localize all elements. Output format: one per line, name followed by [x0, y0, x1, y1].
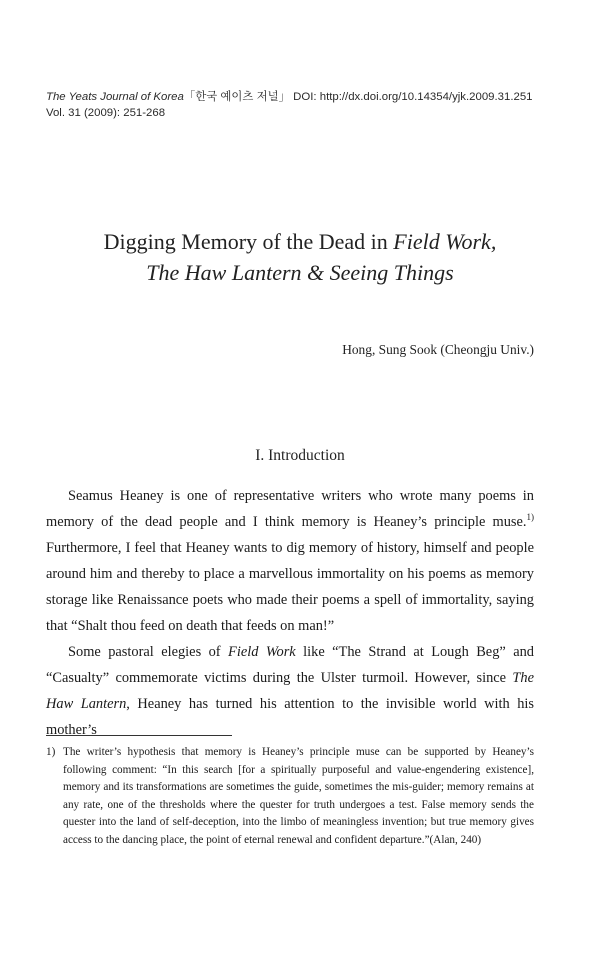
footnote-divider — [46, 735, 232, 736]
title-line-1 — [0, 226, 600, 257]
footnote-text: The writer’s hypothesis that memory is Heaney’s principle muse can be supported by Heaney’s following comment: “In this search [for a spiritually purposeful and value-engendering existence], memory and its transformations are sometimes the guide, sometimes the mis-guider; memory remains at any rate, one of the thresholds where the quester for truth undergoes a test. False memory sends the quester into the land of self-deception, into the limbo of meaningless invention; but true memory gives access to the dancing place, the point of eternal renewal and confident departure.”(Alan, 240) — [63, 746, 534, 846]
footnote — [46, 744, 534, 850]
paragraph-2-text-c: , Heaney has turned his attention to the invisible world with his mother’s — [46, 696, 534, 738]
footnote-reference[interactable]: 1) — [526, 512, 534, 523]
title-text: Digging Memory of the Dead in — [103, 229, 394, 254]
doi-link[interactable]: DOI: http://dx.doi.org/10.14354/yjk.2009.31.251 — [289, 91, 533, 103]
paragraph-1 — [46, 483, 534, 639]
citation-line — [46, 89, 566, 105]
journal-korean-name: 「한국 예이츠 저널」 — [183, 91, 290, 103]
paragraph-2-text-a: Some pastoral elegies of — [68, 644, 229, 660]
title-italic-work: Field Work, — [393, 229, 497, 254]
article-title — [0, 226, 600, 288]
journal-name: The Yeats Journal of Korea — [46, 91, 184, 103]
footnote-number: 1) — [46, 746, 56, 758]
body-text — [46, 483, 534, 743]
section-heading: I. Introduction — [255, 447, 345, 464]
volume-info: Vol. 31 (2009): 251-268 — [46, 107, 166, 119]
work-title-haw-lantern: The Haw Lantern — [46, 670, 534, 712]
paragraph-2-text-b: like “The Strand at Lough Beg” and “Casualty” commemorate victims during the Ulster turmoil. However, since — [46, 644, 534, 686]
author-affiliation: Hong, Sung Sook (Cheongju Univ.) — [342, 342, 534, 357]
paragraph-1-text: Seamus Heaney is one of representative writers who wrote many poems in memory of the dead people and I think memory is Heaney’s principle muse. — [46, 488, 534, 530]
title-line-2: The Haw Lantern & Seeing Things — [146, 260, 454, 285]
journal-header — [46, 89, 566, 121]
paragraph-1-continued: Furthermore, I feel that Heaney wants to dig memory of history, himself and people around him and thereby to place a marvellous immortality on his poems as memory storage like Renaissance poets who made their poems a spell of immortality, saying that “Shalt thou feed on death that feeds on man!” — [46, 540, 534, 634]
paragraph-2 — [46, 639, 534, 743]
work-title-field-work: Field Work — [228, 644, 296, 660]
